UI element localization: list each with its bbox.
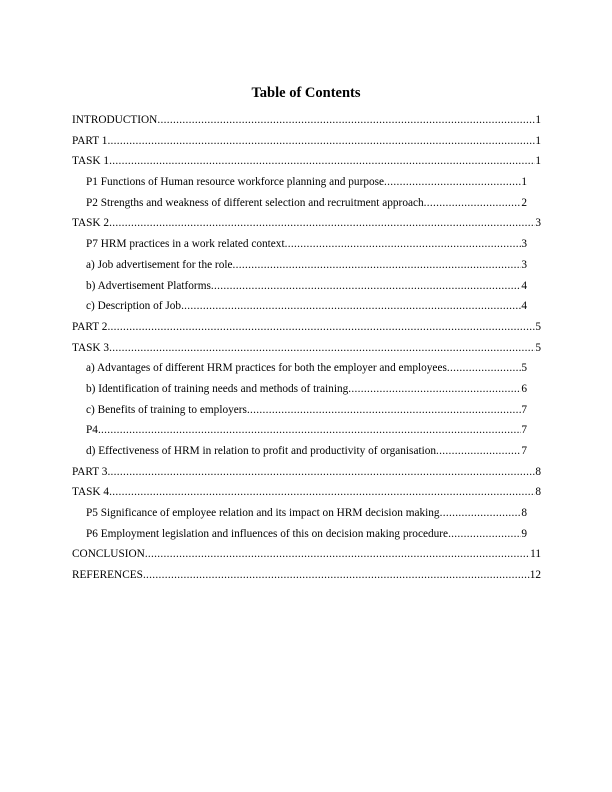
toc-dot-leader	[233, 258, 522, 272]
toc-page-number: 4	[521, 279, 527, 292]
toc-entry[interactable]	[72, 154, 541, 175]
toc-dot-leader	[247, 403, 521, 417]
toc-entry[interactable]	[86, 527, 527, 548]
toc-dot-leader	[109, 154, 535, 168]
toc-entry[interactable]	[72, 113, 541, 134]
toc-entry-label: CONCLUSION	[72, 548, 145, 561]
toc-page-number: 9	[521, 527, 527, 540]
toc-dot-leader	[109, 341, 535, 355]
toc-dot-leader	[145, 547, 530, 561]
toc-dot-leader	[348, 382, 521, 396]
toc-entry[interactable]	[86, 444, 527, 465]
toc-entry-label: c) Benefits of training to employers	[86, 403, 247, 416]
toc-entry-label: PART 1	[72, 134, 108, 147]
toc-page-number: 1	[535, 155, 541, 168]
toc-entry[interactable]	[86, 382, 527, 403]
toc-entry[interactable]	[86, 403, 527, 424]
toc-dot-leader	[157, 113, 535, 127]
table-of-contents	[72, 113, 542, 589]
toc-entry[interactable]	[86, 237, 527, 258]
toc-entry[interactable]	[86, 299, 527, 320]
toc-dot-leader	[107, 320, 535, 334]
toc-page-number: 7	[521, 445, 527, 457]
toc-entry[interactable]	[72, 465, 541, 486]
toc-entry[interactable]	[86, 279, 527, 300]
toc-entry[interactable]	[72, 320, 541, 341]
toc-dot-leader	[211, 279, 521, 293]
toc-entry[interactable]	[72, 134, 541, 155]
toc-page-number: 4	[521, 300, 527, 313]
toc-entry-label: a) Job advertisement for the role	[86, 258, 233, 271]
toc-entry[interactable]	[72, 216, 541, 237]
toc-entry-label: P2 Strengths and weakness of different selection and recruitment approach	[86, 196, 424, 209]
toc-entry-label: d) Effectiveness of HRM in relation to profit and productivity of organisation	[86, 445, 437, 457]
toc-entry-label: TASK 3	[72, 341, 110, 354]
toc-entry-label: b) Advertisement Platforms	[86, 279, 211, 292]
toc-entry[interactable]	[86, 423, 527, 444]
toc-dot-leader	[181, 299, 521, 313]
toc-dot-leader	[447, 361, 521, 375]
toc-page-number: 5	[535, 341, 541, 354]
toc-entry-label: TASK 4	[72, 486, 110, 499]
toc-page-number: 5	[521, 362, 527, 375]
toc-page-number: 7	[521, 424, 527, 437]
toc-dot-leader	[109, 485, 535, 499]
toc-entry[interactable]	[86, 258, 527, 279]
toc-page-number: 6	[521, 382, 527, 395]
toc-page-number: 7	[521, 403, 527, 416]
toc-dot-leader	[448, 527, 521, 541]
toc-entry-label: c) Description of Job	[86, 300, 182, 313]
toc-dot-leader	[107, 465, 535, 479]
toc-entry-label: a) Advantages of different HRM practices for both the employer and employees	[86, 362, 447, 375]
toc-dot-leader	[107, 134, 535, 148]
toc-dot-leader	[384, 175, 521, 189]
toc-entry-label: P6 Employment legislation and influences of this on decision making procedure	[86, 527, 449, 540]
toc-page-number: 1	[535, 134, 541, 147]
toc-entry-label: PART 2	[72, 320, 108, 333]
toc-entry-label: P1 Functions of Human resource workforce planning and purpose	[86, 176, 385, 189]
toc-page-number: 5	[535, 320, 541, 333]
toc-entry-label: PART 3	[72, 465, 108, 478]
toc-entry-label: TASK 1	[72, 155, 110, 168]
toc-entry-label: P5 Significance of employee relation and its impact on HRM decision making	[86, 507, 440, 520]
toc-entry[interactable]	[72, 485, 541, 506]
toc-dot-leader	[143, 568, 530, 582]
toc-entry-label: P7 HRM practices in a work related context	[86, 238, 285, 251]
toc-dot-leader	[109, 216, 535, 230]
toc-page-number: 3	[521, 238, 527, 251]
toc-dot-leader	[98, 423, 521, 437]
toc-entry[interactable]	[86, 196, 527, 217]
toc-page-number: 2	[521, 196, 527, 209]
toc-dot-leader	[436, 444, 521, 458]
toc-page-number: 12	[529, 569, 541, 582]
toc-entry[interactable]	[86, 506, 527, 527]
page-title: Table of Contents	[251, 85, 361, 101]
toc-entry-label: b) Identification of training needs and methods of training	[86, 382, 349, 395]
toc-page-number: 1	[521, 176, 527, 189]
toc-entry-label: INTRODUCTION	[72, 114, 158, 126]
toc-page-number: 8	[521, 507, 527, 520]
toc-page-number: 1	[535, 114, 541, 126]
toc-page-number: 8	[535, 486, 541, 499]
toc-entry-label: TASK 2	[72, 217, 110, 230]
toc-entry-label: P4	[86, 424, 98, 437]
toc-entry[interactable]	[72, 547, 541, 568]
toc-entry[interactable]	[86, 175, 527, 196]
toc-page-number: 11	[530, 548, 541, 561]
toc-page-number: 3	[521, 258, 527, 271]
toc-page-number: 8	[535, 465, 541, 478]
toc-dot-leader	[440, 506, 522, 520]
toc-entry[interactable]	[72, 341, 541, 362]
toc-page-number: 3	[535, 217, 541, 230]
toc-entry[interactable]	[72, 568, 541, 589]
toc-dot-leader	[424, 196, 522, 210]
toc-entry[interactable]	[86, 361, 527, 382]
toc-entry-label: REFERENCES	[72, 569, 143, 582]
toc-dot-leader	[285, 237, 522, 251]
